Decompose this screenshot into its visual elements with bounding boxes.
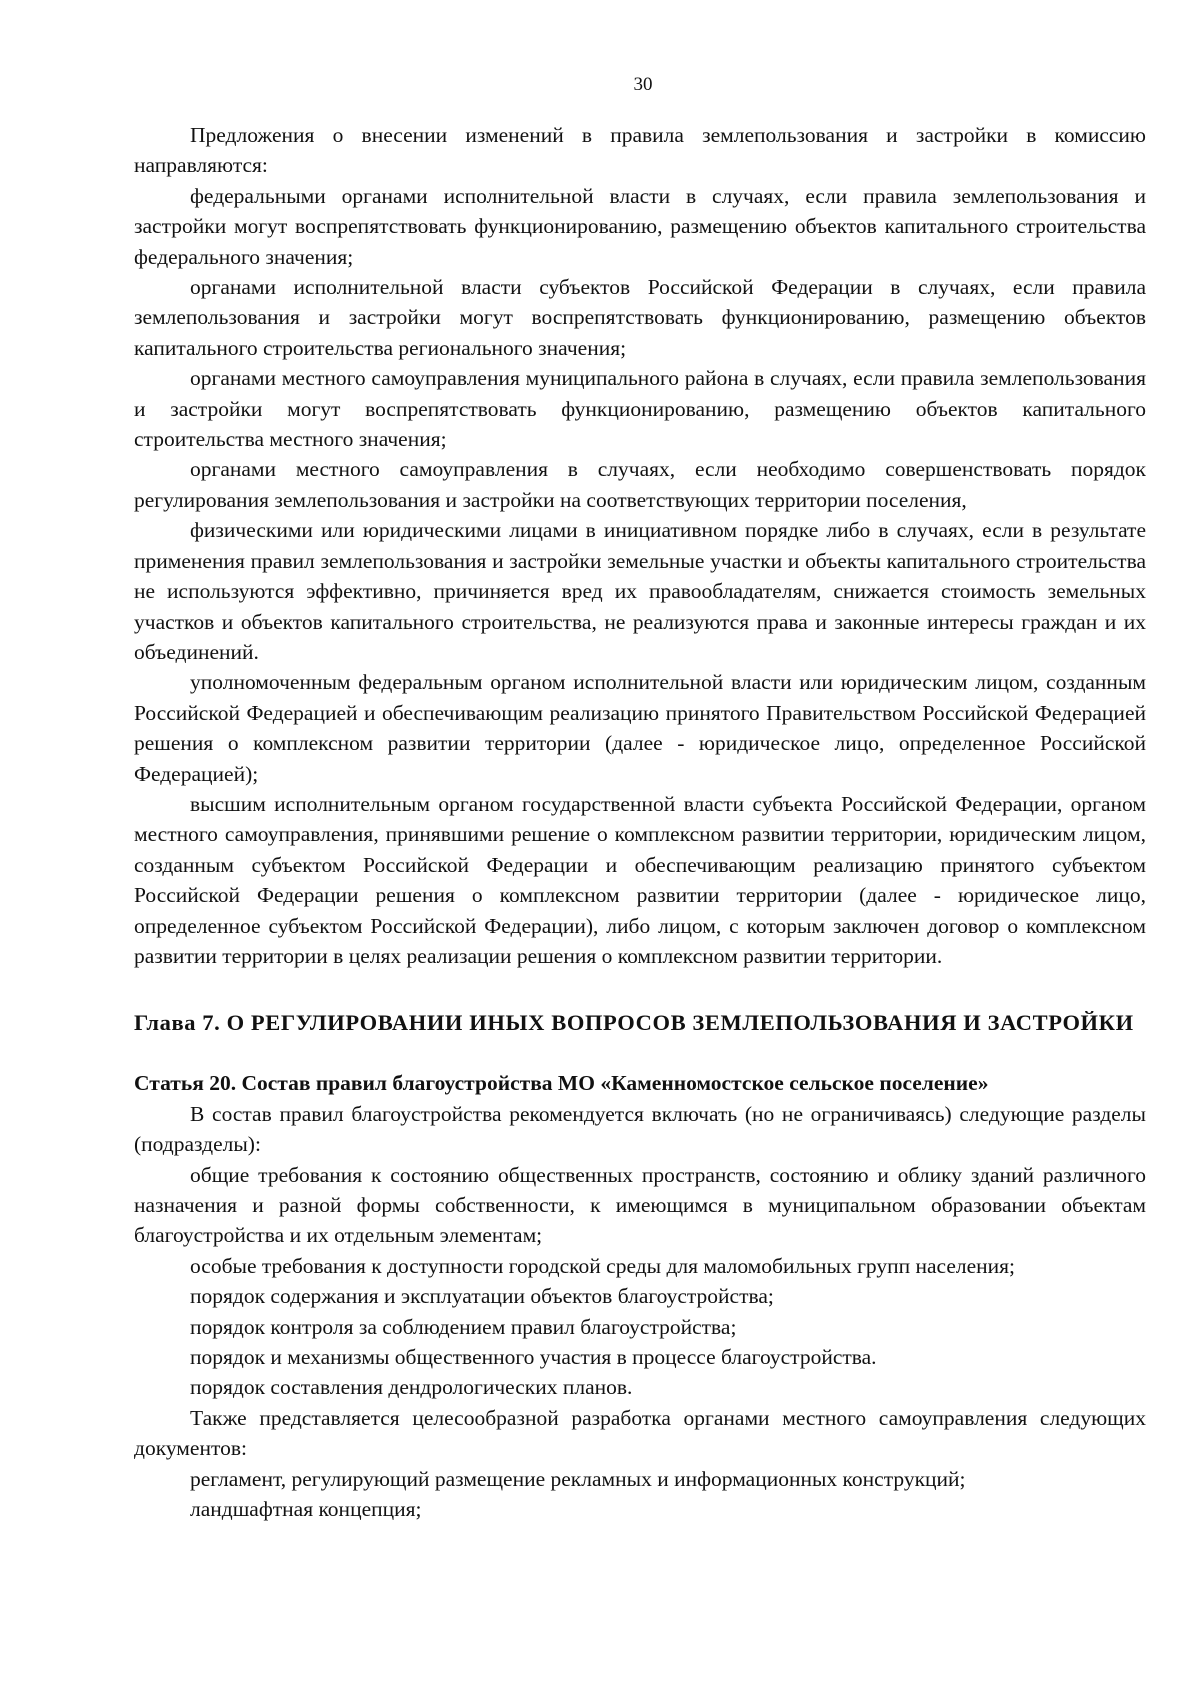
article-heading: Статья 20. Состав правил благоустройства МО «Каменномостское сельское поселение» (134, 1071, 989, 1096)
page-number: 30 (633, 74, 653, 95)
paragraph: органами местного самоуправления муниципального района в случаях, если правила землепользования и застройки могут воспрепятствовать функционированию, размещению объектов капитального строительства местного значения; (134, 366, 1146, 452)
paragraph: высшим исполнительным органом государственной власти субъекта Российской Федерации, органом местного самоуправления, принявшими решение о комплексном развитии территории, юридическим лицом, созданным субъектом Российской Федерации и обеспечивающим реализацию принятого субъектом Российской Федерации решения о комплексном развитии территории (далее - юридическое лицо, определенное субъектом Российской Федерации), либо лицом, с которым заключен договор о комплексном развитии территории в целях реализации решения о комплексном развитии территории. (134, 791, 1146, 968)
paragraph: регламент, регулирующий размещение рекламных и информационных конструкций; (190, 1466, 966, 1491)
paragraph: общие требования к состоянию общественных пространств, состоянию и облику зданий различного назначения и разной формы собственности, к имеющимся в муниципальном образовании объектам благоустройства и их отдельным элементам; (134, 1162, 1146, 1248)
paragraph: особые требования к доступности городской среды для маломобильных групп населения; (190, 1253, 1016, 1278)
paragraph: Также представляется целесообразной разработка органами местного самоуправления следующих документов: (134, 1405, 1146, 1461)
paragraph: органами местного самоуправления в случаях, если необходимо совершенствовать порядок регулирования землепользования и застройки на соответствующих территории поселения, (134, 457, 1146, 512)
paragraph: В состав правил благоустройства рекомендуется включать (но не ограничиваясь) следующие разделы (подразделы): (134, 1101, 1146, 1157)
paragraph: органами исполнительной власти субъектов Российской Федерации в случаях, если правила землепользования и застройки могут воспрепятствовать функционированию, размещению объектов капитального строительства регионального значения; (134, 275, 1146, 360)
paragraph: порядок контроля за соблюдением правил благоустройства; (190, 1314, 737, 1339)
paragraph: Предложения о внесении изменений в правила землепользования и застройки в комиссию направляются: (134, 123, 1146, 178)
paragraph: ландшафтная концепция; (190, 1497, 422, 1522)
document-body (134, 120, 1146, 1524)
paragraph: порядок составления дендрологических планов. (190, 1375, 633, 1400)
paragraph: федеральными органами исполнительной власти в случаях, если правила землепользования и застройки могут воспрепятствовать функционированию, размещению объектов капитального строительства федерального значения; (134, 183, 1146, 269)
paragraph: порядок и механизмы общественного участия в процессе благоустройства. (190, 1345, 877, 1370)
chapter-heading: Глава 7. О РЕГУЛИРОВАНИИ ИНЫХ ВОПРОСОВ ЗЕМЛЕПОЛЬЗОВАНИЯ И ЗАСТРОЙКИ (134, 1010, 1134, 1036)
paragraph: уполномоченным федеральным органом исполнительной власти или юридическим лицом, созданным Российской Федерацией и обеспечивающим реализацию принятого Правительством Российской Федерацией решения о комплексном развитии территории (далее - юридическое лицо, определенное Российской Федерацией); (134, 670, 1146, 786)
paragraph: физическими или юридическими лицами в инициативном порядке либо в случаях, если в результате применения правил землепользования и застройки земельные участки и объекты капитального строительства не используются эффективно, причиняется вред их правообладателям, снижается стоимость земельных участков и объектов капитального строительства, не реализуются права и законные интересы граждан и их объединений. (134, 518, 1146, 664)
paragraph: порядок содержания и эксплуатации объектов благоустройства; (190, 1284, 774, 1309)
